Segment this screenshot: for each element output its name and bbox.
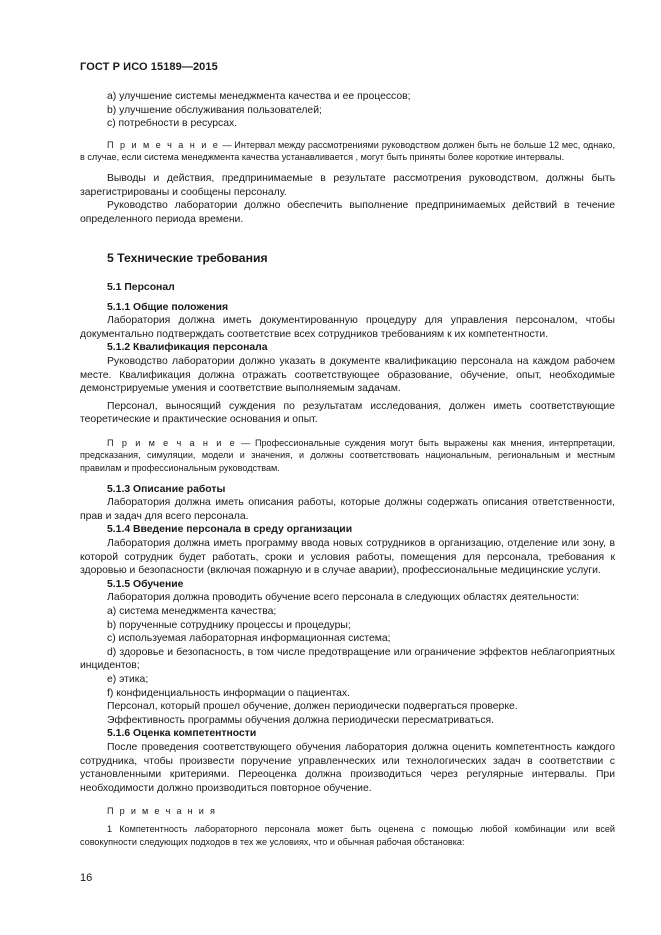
paragraph: Выводы и действия, предпринимаемые в результате рассмотрения руководством, должны быть зарегистрированы и сообщены персоналу.: [80, 172, 615, 198]
clause-heading: 5.1.1 Общие положения: [107, 301, 229, 313]
subsection-heading: 5.1 Персонал: [107, 281, 175, 293]
clause-heading: 5.1.2 Квалификация персонала: [107, 342, 268, 354]
note-paragraph: [80, 139, 615, 164]
list-item: a) улучшение системы менеджмента качества и ее процессов;: [107, 91, 411, 102]
note-label: П р и м е ч а н и е: [107, 437, 237, 448]
paragraph: Руководство лаборатории должно указать в документе квалификацию персонала на каждом рабочем месте. Квалификация должна отражать соответствующее образование, обучение, опыт, необходимые демонстрируемые умения и соответствие выполняемым задачам.: [80, 355, 615, 395]
note-paragraph: 1 Компетентность лабораторного персонала может быть оценена с помощью любой комбинации или всей совокупности следующих подходов в тех же условиях, что и обычная рабочая обстановка:: [80, 823, 615, 847]
list-item: c) потребности в ресурсах.: [107, 118, 238, 130]
paragraph: После проведения соответствующего обучения лаборатория должна оценить компетентность каждого сотрудника, чтобы произвести поручение управленческих или технологических задач в соответствии с установленными критериями. Переоценка должна производиться через регулярные интервалы. При необходимости должно производиться повторное обучение.: [80, 741, 615, 794]
paragraph: Лаборатория должна иметь программу ввода новых сотрудников в организацию, отделение или зону, в которой сотрудник будет работать, сроки и условия работы, помещения для персонала, требования к здоровью и безопасности (включая пожарную и в случае аварии), профессиональные медицинские услуги.: [80, 538, 615, 577]
clause-heading: 5.1.3 Описание работы: [107, 483, 226, 495]
paragraph: Персонал, который прошел обучение, должен периодически подвергаться проверке.: [107, 701, 518, 713]
paragraph: Персонал, выносящий суждения по результатам исследования, должен иметь соответствующие теоретические и практические основания и опыт.: [80, 400, 615, 426]
page-number: 16: [80, 872, 93, 884]
list-item: f) конфиденциальность информации о пациентах.: [107, 687, 350, 699]
paragraph: Лаборатория должна иметь документированную процедуру для управления персоналом, чтобы документально подтверждать соответствие всех сотрудников требованиям к их компетентности.: [80, 315, 615, 340]
note-text: — Профессиональные суждения могут быть выражены как мнения, интерпретации, предсказания, симуляции, модели и значения, и должны соответствовать национальным, региональным и местным правилам и профессиональным руководствам.: [80, 437, 615, 474]
page-content: [80, 90, 615, 848]
paragraph: Эффективность программы обучения должна периодически пересматриваться.: [107, 714, 495, 726]
list-item: a) система менеджмента качества;: [107, 606, 277, 617]
note-label: П р и м е ч а н и е: [107, 139, 220, 150]
section-heading: 5 Технические требования: [107, 251, 268, 266]
list-item: d) здоровье и безопасность, в том числе предотвращение или ограничение эффектов неблагоприятных инцидентов;: [80, 646, 615, 672]
list-item: b) порученные сотруднику процессы и процедуры;: [107, 619, 351, 631]
clause-heading: 5.1.5 Обучение: [107, 578, 184, 590]
clause-heading: 5.1.6 Оценка компетентности: [107, 728, 257, 740]
paragraph: Лаборатория должна иметь описания работы, которые должны содержать описания ответственности, прав и задач для всего персонала.: [80, 497, 615, 522]
document-header: ГОСТ Р ИСО 15189—2015: [80, 61, 218, 73]
note-paragraph: [80, 437, 615, 475]
list-item: e) этика;: [107, 673, 149, 685]
paragraph: Руководство лаборатории должно обеспечить выполнение предпринимаемых действий в течение определенного периода времени.: [80, 200, 615, 225]
notes-label: [80, 805, 615, 818]
list-item: b) улучшение обслуживания пользователей;: [107, 104, 322, 116]
paragraph: Лаборатория должна проводить обучение всего персонала в следующих областях деятельности:: [107, 592, 580, 604]
list-item: c) используемая лабораторная информационная система;: [107, 633, 391, 645]
notes-label-text: П р и м е ч а н и я: [107, 806, 217, 817]
clause-heading: 5.1.4 Введение персонала в среду организации: [107, 524, 353, 536]
note-text: — Интервал между рассмотрениями руководством должен быть не больше 12 мес, однако, в случае, если система менеджмента качества устанавливается , могут быть приняты более короткие интервалы.: [80, 139, 615, 163]
